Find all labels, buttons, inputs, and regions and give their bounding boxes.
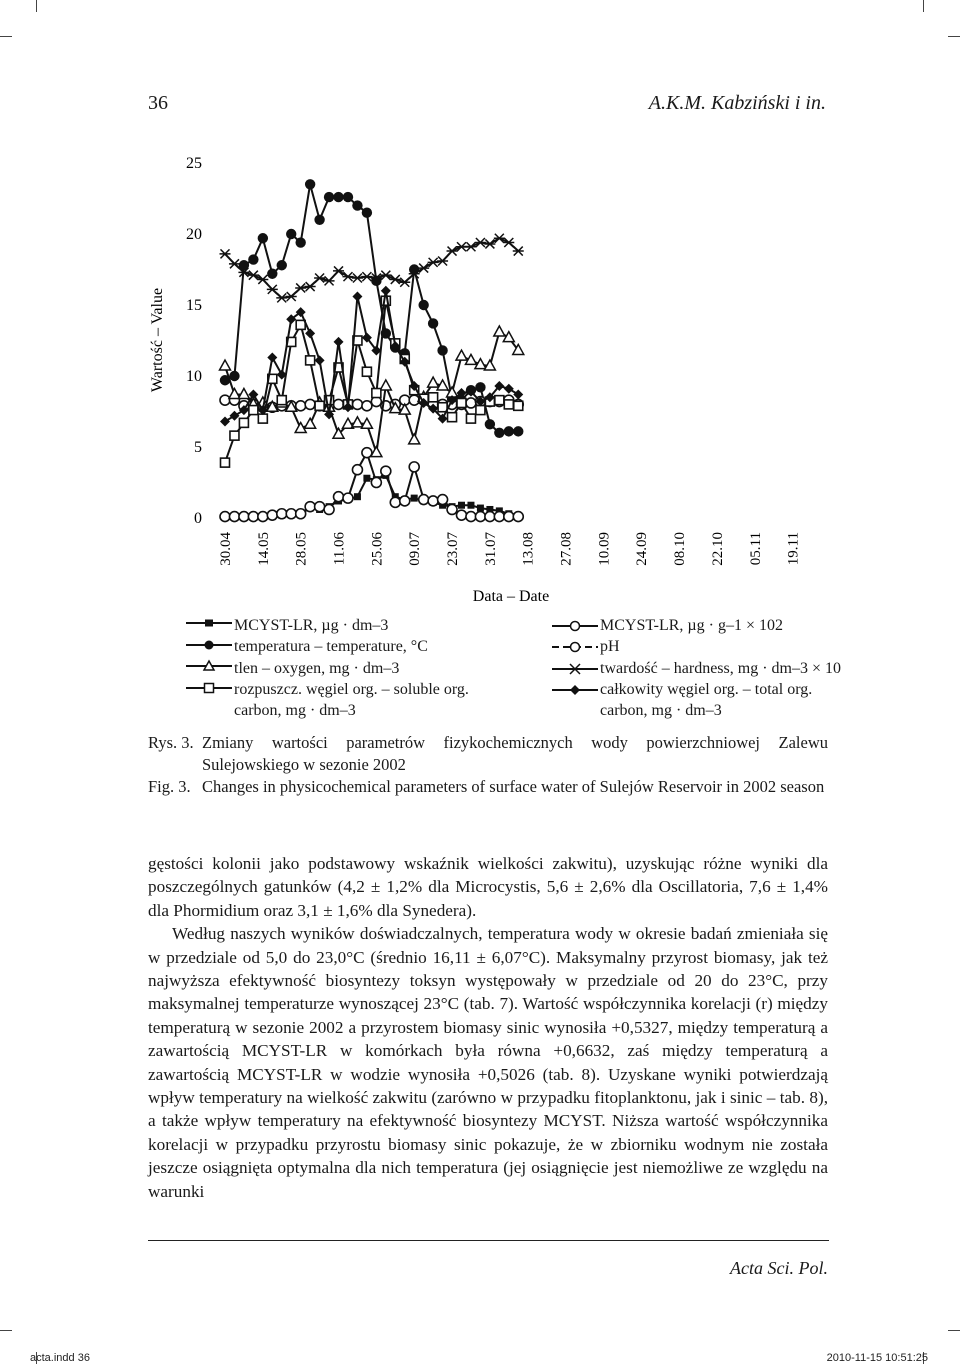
data-point [286, 292, 297, 301]
data-point [457, 398, 466, 407]
caption-text-pl: Zmiany wartości parametrów fizykochemicznych wody powierzchniowej Zalewu Sulejowskiego w sezonie 2002 [202, 733, 828, 774]
data-point [494, 428, 504, 438]
data-point [314, 215, 324, 225]
data-point [409, 434, 420, 444]
data-point [494, 234, 505, 243]
data-point [324, 192, 334, 202]
data-point [447, 504, 457, 514]
data-point [239, 418, 248, 427]
data-point [504, 400, 513, 409]
data-point [239, 512, 249, 522]
x-tick-label: 27.08 [558, 532, 575, 566]
data-point [295, 283, 306, 292]
x-tick-label: 30.04 [218, 532, 234, 566]
data-point [229, 512, 239, 522]
x-tick-label: 05.11 [747, 532, 764, 566]
data-point [220, 416, 230, 426]
x-tick-label: 11.06 [331, 532, 348, 566]
data-point [334, 492, 344, 502]
data-point [419, 495, 429, 505]
data-point [286, 229, 296, 239]
data-point [429, 393, 438, 402]
data-point [428, 496, 438, 506]
data-point [220, 512, 230, 522]
legend-label-mcyst-g: MCYST-LR, µg · g–1 × 102 [600, 617, 783, 634]
data-point [229, 371, 239, 381]
data-point [458, 502, 465, 509]
y-tick-label: 15 [186, 297, 202, 314]
data-point [220, 360, 231, 370]
body-text [148, 852, 828, 1203]
legend-swatch-ph [552, 643, 598, 652]
data-point [477, 505, 484, 512]
data-point [371, 478, 381, 488]
data-point [343, 493, 353, 503]
paragraph-2: Według naszych wyników doświadczalnych, temperatura wody w okresie badań zmieniała się w przedziale od 5,0 do 23,0°C (średnio 16,11 ± 6,07°C). Maksymalny przyrost biomasy, jak też najwyższa efektywność biosyntezy toksyn występowały w przedziale od 20 do 23°C, przy maksymalnej temperaturze wynoszącej 23°C (tab. 7). Wartość współczynnika korelacji (r) między temperaturą w sezonie 2002 a przyrostem biomasy sinic wynosiła +0,5327, między temperaturą a zawartością MCYST-LR w komórkach była równa +0,6632, zaś między temperaturą a zawartością MCYST-LR w wodzie wynosiła +0,5026 (tab. 8). Uzyskane wyniki potwierdzają wpływ temperatury na wielkość zakwitu (zarówno w przypadku fitoplanktonu, jak i sinic – tab. 8), a także wpływ temperatury na efektywność biosyntezy MCYST. Niższa wartość współczynnika korelacji w przypadku przyrostu biomasy sinic pokazuje, że w zbiorniku wodnym nie została jeszcze osiągnięta optymalna dla nich temperatura (jej osiągnięcie jest niemożliwe ze względu na warunki [148, 924, 828, 1201]
data-point [286, 509, 296, 519]
data-point [258, 414, 267, 423]
y-tick-label: 20 [186, 226, 202, 243]
y-tick-label: 0 [194, 510, 202, 527]
data-point [390, 275, 401, 284]
data-point [324, 504, 334, 514]
x-tick-label: 09.07 [407, 532, 424, 566]
legend-label-oxygen: tlen – oxygen, mg · dm–3 [234, 660, 400, 677]
x-tick-label: 08.10 [672, 532, 689, 566]
data-point [399, 278, 410, 287]
data-point [466, 414, 475, 423]
data-point [333, 192, 343, 202]
data-point [276, 293, 287, 302]
data-point [503, 238, 514, 247]
legend-label-soluble-carbon-2: carbon, mg · dm–3 [234, 702, 356, 719]
figure-caption-en [148, 776, 828, 822]
x-tick-label: 10.09 [596, 532, 613, 566]
data-point [390, 497, 400, 507]
data-point [467, 502, 474, 509]
data-point [381, 286, 391, 296]
data-point [495, 396, 504, 405]
x-tick-label: 19.11 [785, 532, 802, 566]
data-point [494, 326, 505, 336]
data-point [513, 512, 523, 522]
data-point [466, 398, 476, 408]
legend-label-temperature: temperatura – temperature, °C [234, 638, 428, 655]
data-point [437, 256, 448, 265]
data-point [381, 466, 391, 476]
data-point [362, 401, 372, 411]
data-point [352, 417, 363, 427]
data-point [504, 426, 514, 436]
line-chart [0, 0, 960, 620]
data-point [277, 396, 286, 405]
data-point [221, 458, 230, 467]
y-axis-label: Wartość – Value [149, 287, 166, 393]
data-point [352, 465, 362, 475]
data-point [306, 356, 315, 365]
data-point [380, 380, 391, 390]
data-point [229, 411, 239, 421]
data-point [267, 269, 277, 279]
data-point [229, 259, 240, 268]
data-point [354, 493, 361, 500]
data-point [277, 509, 287, 519]
data-point [352, 291, 362, 301]
legend-label-ph: pH [600, 638, 620, 655]
data-point [363, 475, 370, 482]
slug-file: acta.indd 36 [30, 1352, 90, 1364]
data-point [296, 320, 305, 329]
data-point [475, 512, 485, 522]
journal-name: Acta Sci. Pol. [730, 1258, 828, 1278]
data-point [249, 406, 258, 415]
legend-swatch-oxygen [186, 661, 232, 670]
data-point [324, 276, 335, 285]
data-point [513, 389, 523, 399]
data-point [457, 510, 467, 520]
slug-timestamp: 2010-11-15 10:51:25 [826, 1352, 928, 1364]
legend-swatch-total-carbon [552, 685, 598, 695]
data-point [400, 496, 410, 506]
data-point [418, 300, 428, 310]
data-point [296, 401, 306, 411]
x-tick-label: 14.05 [255, 532, 272, 566]
data-point [343, 192, 353, 202]
legend-label-hardness: twardość – hardness, mg · dm–3 × 10 [600, 660, 841, 677]
footer-rule [148, 1240, 829, 1241]
data-point [428, 258, 439, 267]
running-head-authors: A.K.M. Kabziński i in. [648, 92, 826, 114]
data-point [305, 399, 315, 409]
legend-swatch-temperature [186, 641, 232, 650]
data-point [411, 495, 418, 502]
data-point [504, 512, 514, 522]
data-point [352, 274, 363, 283]
data-point [476, 406, 485, 415]
x-tick-label: 13.08 [520, 532, 537, 566]
x-tick-label: 23.07 [445, 532, 462, 566]
data-point [475, 382, 485, 392]
x-tick-label: 31.07 [482, 532, 499, 566]
data-point [418, 264, 429, 273]
data-point [315, 401, 324, 410]
data-point [362, 367, 371, 376]
paragraph-1: gęstości kolonii jako podstawowy wskaźnik wielkości zakwitu), uzyskując różne wyniki dla poszczególnych gatunków (4,2 ± 1,2% dla Microcystis, 5,6 ± 2,6% dla Oscillatoria, 7,6 ± 1,4% dla Phormidium oraz 3,1 ± 1,6% dla Synedera). [148, 854, 828, 920]
data-point [314, 274, 325, 283]
caption-label-en: Fig. 3. [148, 777, 191, 796]
data-point [267, 353, 277, 363]
data-point [334, 337, 344, 347]
legend-label-soluble-carbon-1: rozpuszcz. węgiel org. – soluble org. [234, 681, 469, 698]
data-point [220, 249, 231, 258]
figure-caption-pl [148, 732, 828, 778]
y-tick-label: 25 [186, 155, 202, 172]
data-point [277, 260, 287, 270]
data-point [248, 254, 258, 264]
x-tick-label: 28.05 [293, 532, 310, 566]
legend-swatch-mcyst-dm3 [186, 620, 232, 627]
legend-swatch-hardness [552, 664, 598, 674]
data-point [361, 272, 372, 281]
data-point [428, 318, 438, 328]
data-point [485, 419, 495, 429]
data-point [305, 328, 315, 338]
y-tick-label: 5 [194, 439, 202, 456]
data-point [494, 512, 504, 522]
data-point [296, 509, 306, 519]
data-point [438, 495, 448, 505]
y-tick-label: 10 [186, 368, 202, 385]
legend-label-mcyst-dm3: MCYST-LR, µg · dm–3 [234, 617, 389, 634]
x-tick-label: 25.06 [369, 532, 386, 566]
data-point [448, 413, 457, 422]
data-point [456, 242, 467, 251]
data-point [372, 389, 381, 398]
data-point [258, 233, 268, 243]
data-point [333, 266, 344, 275]
data-point [315, 355, 325, 365]
data-point [380, 271, 391, 280]
data-point [238, 388, 249, 398]
data-point [229, 388, 240, 398]
legend-swatch-mcyst-g [552, 622, 598, 631]
data-point [362, 208, 372, 218]
x-tick-label: 24.09 [634, 532, 651, 566]
data-point [305, 502, 315, 512]
data-point [437, 345, 447, 355]
data-point [267, 285, 278, 294]
data-point [465, 242, 476, 251]
data-point [447, 247, 458, 256]
data-point [352, 200, 362, 210]
legend-label-total-carbon-1: całkowity węgiel org. – total org. [600, 681, 813, 698]
x-axis-label: Data – Date [472, 588, 550, 605]
data-point [257, 275, 268, 284]
legend-swatch-soluble-carbon [186, 684, 232, 693]
data-point [456, 350, 467, 360]
data-point [230, 431, 239, 440]
data-point [484, 239, 495, 248]
data-point [475, 238, 486, 247]
data-point [305, 418, 316, 428]
data-point [513, 247, 524, 256]
data-point [295, 237, 305, 247]
data-point [334, 399, 344, 409]
data-point [409, 395, 419, 405]
data-point [248, 512, 258, 522]
data-point [220, 395, 230, 405]
data-point [352, 399, 362, 409]
data-point [267, 510, 277, 520]
data-point [248, 271, 259, 280]
caption-label-pl: Rys. 3. [148, 733, 194, 752]
data-point [315, 502, 325, 512]
data-point [514, 401, 523, 410]
data-point [513, 426, 523, 436]
data-point [428, 377, 439, 387]
data-point [305, 282, 316, 291]
data-point [305, 179, 315, 189]
data-point [466, 512, 476, 522]
data-point [258, 512, 268, 522]
caption-text-en: Changes in physicochemical parameters of surface water of Sulejów Reservoir in 2002 season [202, 777, 825, 796]
x-tick-label: 22.10 [709, 532, 726, 566]
data-point [342, 272, 353, 281]
page-number: 36 [148, 92, 168, 114]
legend-label-total-carbon-2: carbon, mg · dm–3 [600, 702, 722, 719]
data-point [409, 462, 419, 472]
data-point [504, 384, 514, 394]
data-point [485, 512, 495, 522]
